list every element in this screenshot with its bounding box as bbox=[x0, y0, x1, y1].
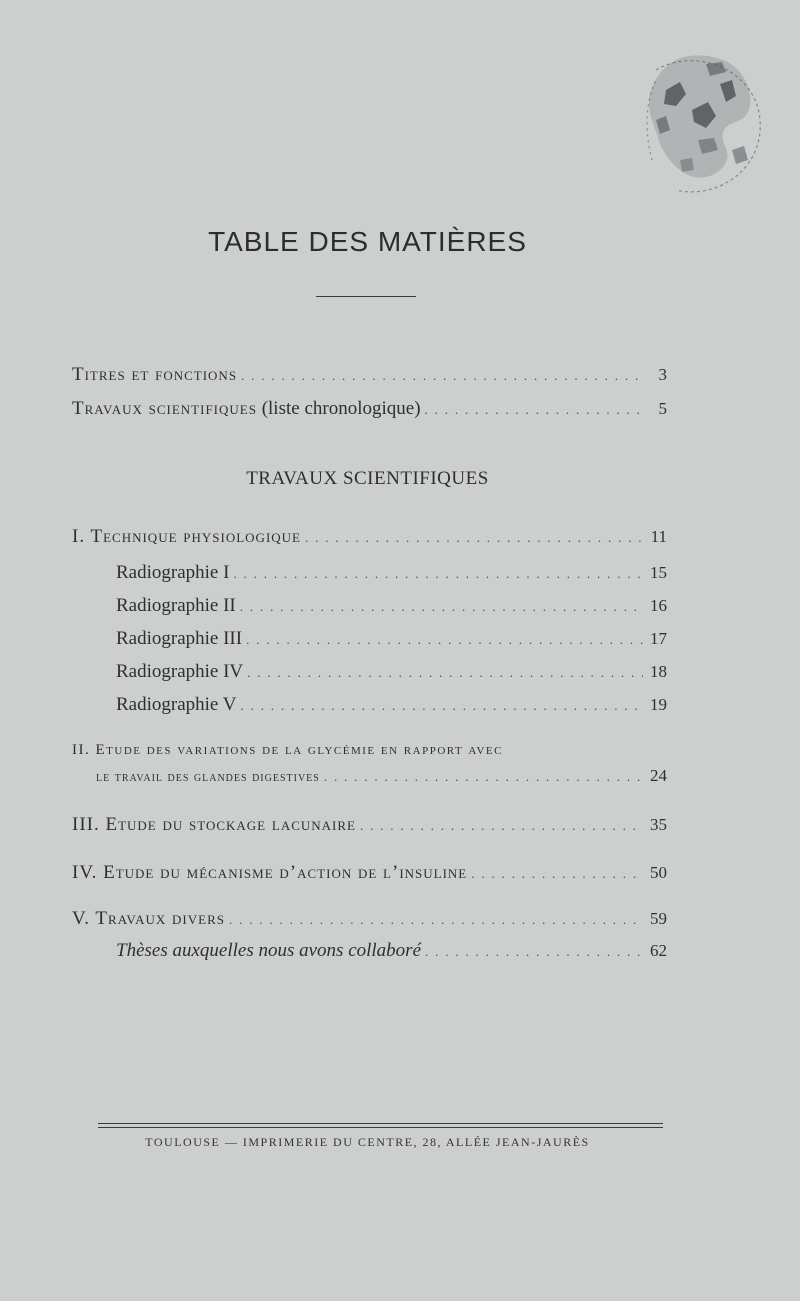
dot-leader bbox=[233, 566, 643, 582]
footer-rule-bottom bbox=[98, 1127, 663, 1128]
dot-leader bbox=[241, 368, 643, 384]
dot-leader bbox=[305, 530, 643, 546]
toc-entry-titres bbox=[72, 364, 667, 388]
dot-leader bbox=[247, 665, 643, 681]
toc-entry-label: IV. Etude du mécanisme d’action de l’insuline bbox=[72, 862, 468, 883]
toc-entry-radiographie-2 bbox=[116, 595, 667, 619]
toc-entry-chapter-4 bbox=[72, 862, 667, 886]
dot-leader bbox=[240, 599, 643, 615]
toc-entry-radiographie-3 bbox=[116, 628, 667, 652]
toc-page-number: 5 bbox=[658, 399, 667, 418]
toc-page-number: 35 bbox=[650, 815, 667, 834]
toc-entry-chapter-5 bbox=[72, 908, 667, 932]
toc-page-number: 59 bbox=[650, 909, 667, 928]
dot-leader bbox=[425, 944, 643, 960]
section-heading: TRAVAUX SCIENTIFIQUES bbox=[246, 468, 489, 489]
toc-entry-chapter-3 bbox=[72, 814, 667, 838]
dot-leader bbox=[229, 912, 643, 928]
toc-entry-theses bbox=[116, 940, 667, 964]
title-divider bbox=[316, 296, 416, 297]
toc-page-number: 15 bbox=[650, 563, 667, 582]
dot-leader bbox=[246, 632, 643, 648]
toc-entry-label bbox=[72, 398, 421, 420]
toc-entry-travaux bbox=[72, 398, 667, 422]
toc-entry-label: Titres et fonctions bbox=[72, 364, 238, 385]
toc-entry-label: Radiographie I bbox=[116, 562, 230, 583]
toc-entry-chapter-1 bbox=[72, 526, 667, 550]
dot-leader bbox=[425, 402, 643, 418]
toc-page-number: 24 bbox=[650, 766, 667, 785]
toc-entry-chapter-2 bbox=[96, 766, 667, 790]
library-stamp bbox=[636, 50, 766, 210]
toc-entry-label: Radiographie IV bbox=[116, 661, 244, 682]
toc-entry-radiographie-4 bbox=[116, 661, 667, 685]
toc-entry-label: III. Etude du stockage lacunaire bbox=[72, 814, 356, 835]
printer-imprint: TOULOUSE — IMPRIMERIE DU CENTRE, 28, ALLÉE JEAN-JAURÈS bbox=[145, 1135, 590, 1149]
toc-entry-radiographie-1 bbox=[116, 562, 667, 586]
toc-entry-label: Thèses auxquelles nous avons collaboré bbox=[116, 940, 422, 961]
toc-entry-label: Radiographie II bbox=[116, 595, 236, 616]
toc-entry-label: I. Technique physiologique bbox=[72, 526, 301, 547]
toc-page-number: 17 bbox=[650, 629, 667, 648]
toc-page-number: 18 bbox=[650, 662, 667, 681]
toc-entry-label: Radiographie III bbox=[116, 628, 243, 649]
toc-page-number: 3 bbox=[658, 365, 667, 384]
dot-leader bbox=[324, 769, 643, 785]
page-title: TABLE DES MATIÈRES bbox=[208, 226, 527, 257]
footer-rule-top bbox=[98, 1123, 663, 1124]
toc-entry-chapter-2-line1: II. Etude des variations de la glycémie en rapport avec bbox=[72, 742, 503, 758]
toc-page-number: 19 bbox=[650, 695, 667, 714]
dot-leader bbox=[241, 698, 644, 714]
toc-entry-label: le travail des glandes digestives bbox=[96, 770, 320, 785]
toc-entry-radiographie-5 bbox=[116, 694, 667, 718]
dot-leader bbox=[471, 866, 643, 882]
toc-entry-label: V. Travaux divers bbox=[72, 908, 225, 929]
toc-page-number: 11 bbox=[650, 527, 667, 546]
toc-entry-label-suffix: (liste chronologique) bbox=[261, 398, 421, 419]
toc-page-number: 62 bbox=[650, 941, 667, 960]
toc-entry-label: Radiographie V bbox=[116, 694, 237, 715]
dot-leader bbox=[360, 818, 643, 834]
toc-page-number: 50 bbox=[650, 863, 667, 882]
toc-entry-label-main: Travaux scientifiques bbox=[72, 398, 257, 419]
toc-page-number: 16 bbox=[650, 596, 667, 615]
